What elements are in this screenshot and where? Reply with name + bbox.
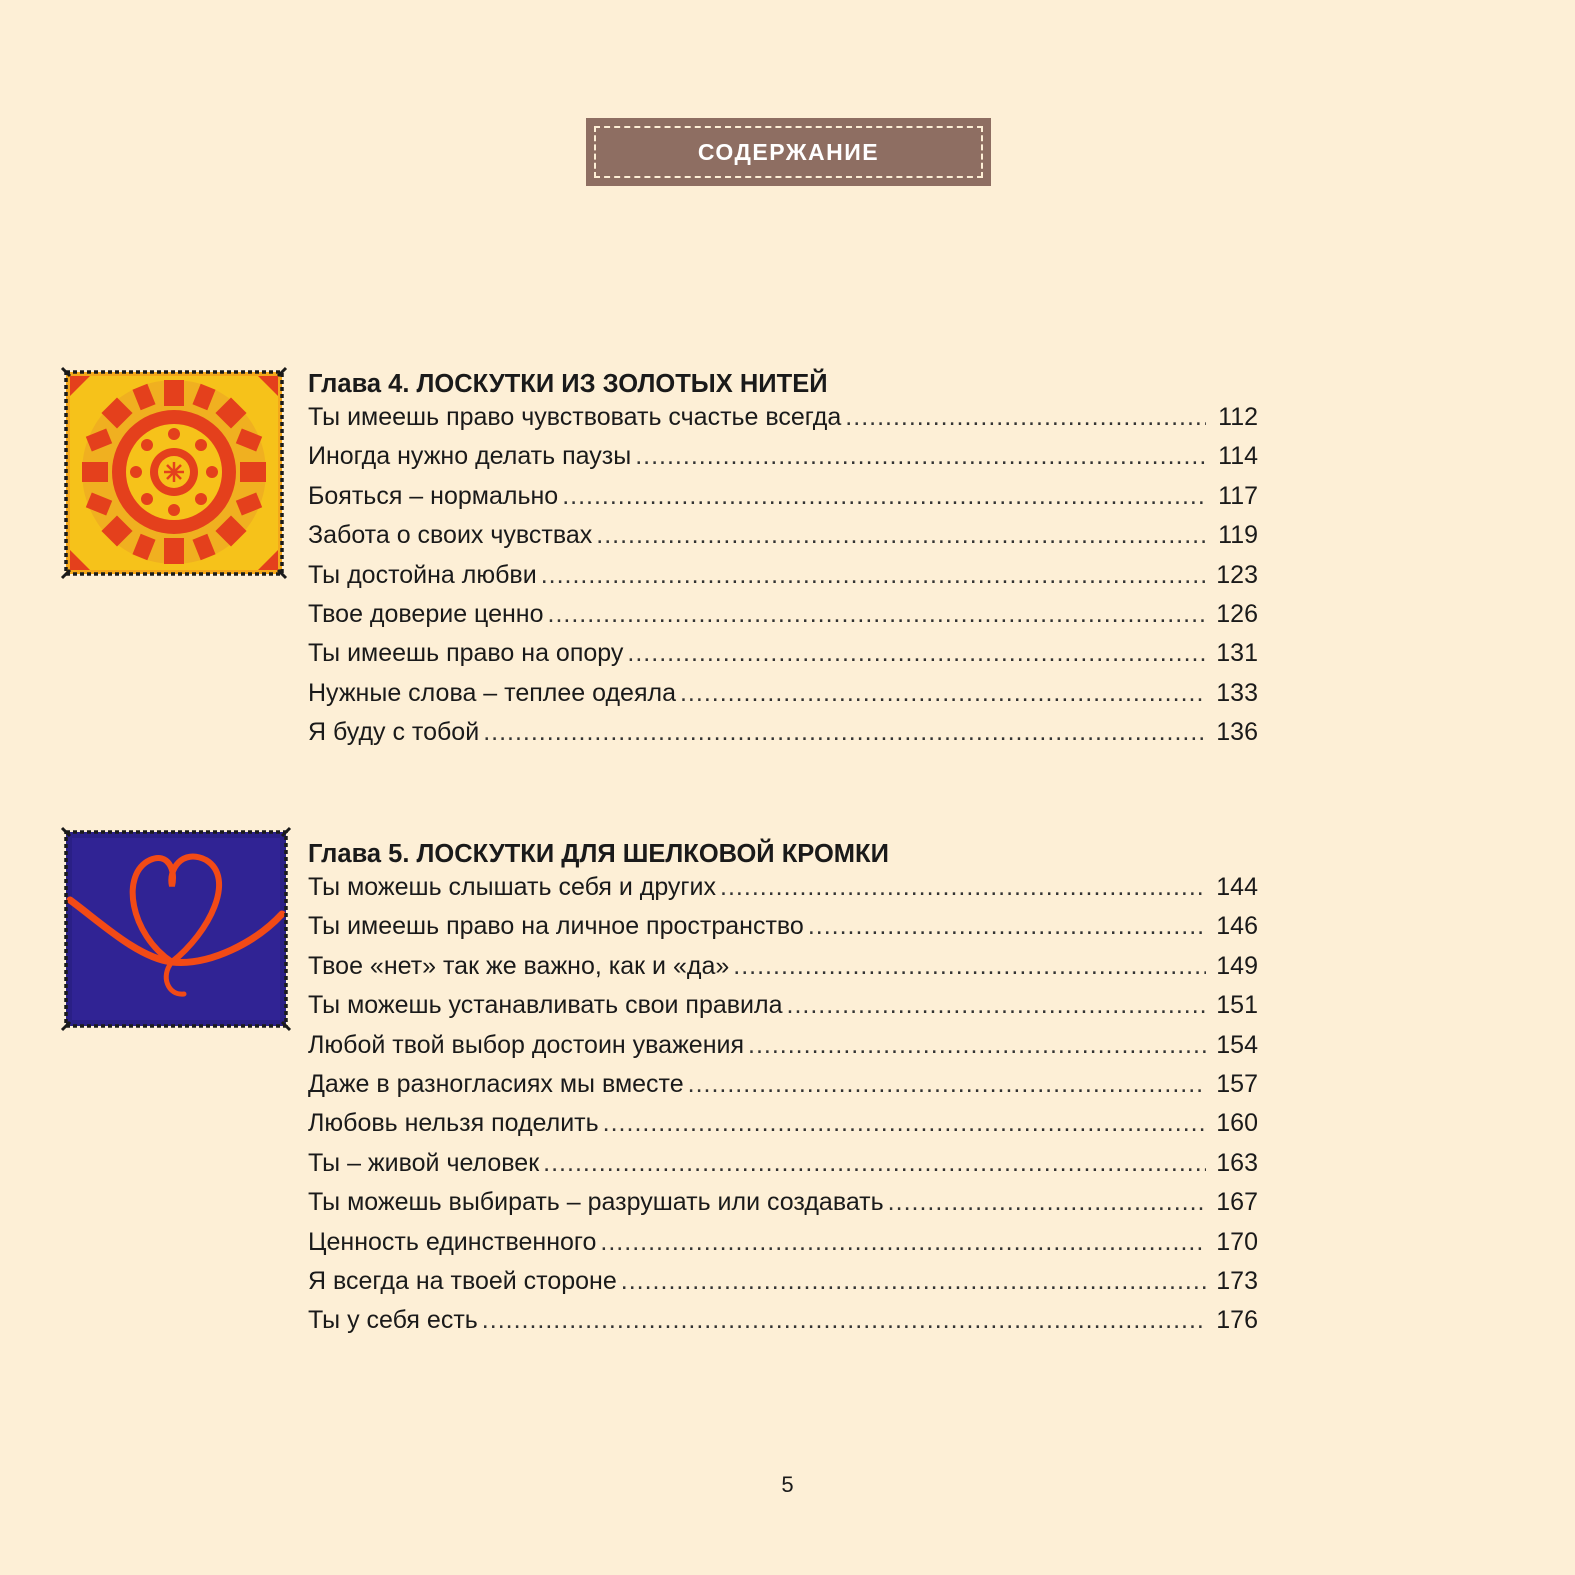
toc-entry-title: Ты можешь устанавливать свои правила [308, 991, 783, 1020]
toc-entry[interactable] [308, 679, 1258, 718]
toc-entry-page: 163 [1216, 1148, 1258, 1177]
toc-entry[interactable] [308, 442, 1258, 481]
toc-entry[interactable] [308, 991, 1258, 1030]
toc-entry-title: Ты у себя есть [308, 1306, 478, 1335]
toc-entry[interactable] [308, 1109, 1258, 1148]
dot-leader [635, 442, 1206, 471]
toc-entry-title: Любовь нельзя поделить [308, 1109, 599, 1138]
toc-entry-page: 131 [1216, 639, 1258, 668]
dot-leader [543, 1149, 1206, 1178]
toc-entry[interactable] [308, 912, 1258, 951]
dot-leader [600, 1228, 1206, 1257]
dot-leader [548, 600, 1207, 629]
toc-entry[interactable] [308, 600, 1258, 639]
toc-entry[interactable] [308, 561, 1258, 600]
dot-leader [621, 1267, 1206, 1296]
page-number: 5 [781, 1472, 794, 1497]
toc-entry-title: Я всегда на твоей стороне [308, 1266, 617, 1295]
dot-leader [627, 639, 1206, 668]
toc-entry-title: Бояться – нормально [308, 481, 559, 510]
toc-entry[interactable] [308, 952, 1258, 991]
dot-leader [562, 482, 1206, 511]
toc-entry-title: Твое «нет» так же важно, как и «да» [308, 951, 730, 980]
dot-leader [483, 718, 1206, 747]
toc-entry-title: Ты можешь выбирать – разрушать или создавать [308, 1188, 884, 1217]
toc-entry-title: Иногда нужно делать паузы [308, 442, 632, 471]
contents-header [586, 118, 991, 186]
toc-entry[interactable] [308, 1149, 1258, 1188]
toc-entry[interactable] [308, 1188, 1258, 1227]
toc-entry[interactable] [308, 482, 1258, 521]
toc-entry-page: 157 [1216, 1069, 1258, 1098]
dot-leader [603, 1109, 1206, 1138]
toc-entry-page: 126 [1216, 599, 1258, 628]
toc-entry-page: 173 [1216, 1266, 1258, 1295]
toc-entry-page: 167 [1216, 1188, 1258, 1217]
dot-leader [482, 1306, 1206, 1335]
dot-leader [720, 873, 1206, 902]
toc-entry-page: 114 [1218, 442, 1258, 471]
toc-entry-title: Ты достойна любви [308, 560, 537, 589]
dot-leader [888, 1188, 1206, 1217]
toc-entry-page: 151 [1216, 991, 1258, 1020]
toc-entry-page: 146 [1216, 912, 1258, 941]
contents-header-label: СОДЕРЖАНИЕ [697, 138, 880, 165]
toc-entry[interactable] [308, 1306, 1258, 1345]
dot-leader [688, 1070, 1206, 1099]
chapter-4-title: Глава 4. ЛОСКУТКИ ИЗ ЗОЛОТЫХ НИТЕЙ [308, 370, 828, 398]
toc-entry[interactable] [308, 873, 1258, 912]
toc-entry-title: Нужные слова – теплее одеяла [308, 678, 676, 707]
toc-entry-title: Ты имеешь право чувствовать счастье всегда [308, 403, 842, 431]
toc-entry-page: 144 [1216, 873, 1258, 901]
dot-leader [787, 991, 1207, 1020]
toc-entry-page: 123 [1216, 560, 1258, 589]
toc-entry-title: Ты – живой человек [308, 1148, 540, 1177]
toc-entry-title: Я буду с тобой [308, 718, 480, 747]
dot-leader [808, 912, 1206, 941]
dot-leader [733, 952, 1206, 981]
dot-leader [596, 521, 1206, 550]
toc-entry-title: Ты имеешь право на опору [308, 639, 624, 668]
dot-leader [845, 403, 1206, 432]
toc-entry-page: 119 [1218, 521, 1258, 550]
heart-ribbon-patch-icon [60, 826, 292, 1032]
toc-entry-page: 154 [1216, 1030, 1258, 1059]
toc-entry-title: Твое доверие ценно [308, 599, 544, 628]
toc-entry-page: 117 [1218, 481, 1258, 510]
dot-leader [541, 561, 1206, 590]
toc-entry-title: Ценность единственного [308, 1227, 597, 1256]
toc-entry-page: 160 [1216, 1109, 1258, 1138]
dot-leader [748, 1031, 1206, 1060]
toc-entry-title: Ты можешь слышать себя и других [308, 873, 717, 901]
toc-entry[interactable] [308, 1228, 1258, 1267]
toc-entry-page: 136 [1216, 718, 1258, 747]
toc-entry[interactable] [308, 403, 1258, 442]
toc-entry[interactable] [308, 1031, 1258, 1070]
toc-entry-title: Ты имеешь право на личное пространство [308, 912, 804, 941]
toc-entry[interactable] [308, 639, 1258, 678]
dot-leader [680, 679, 1206, 708]
toc-entry-page: 133 [1216, 678, 1258, 707]
toc-entry[interactable] [308, 1070, 1258, 1109]
toc-entry-page: 112 [1218, 403, 1258, 431]
toc-entry[interactable] [308, 521, 1258, 560]
toc-entry[interactable] [308, 1267, 1258, 1306]
golden-sun-patch-icon [60, 366, 290, 582]
toc-entry-title: Забота о своих чувствах [308, 521, 593, 550]
toc-entry-page: 149 [1216, 951, 1258, 980]
chapter-4-entries [308, 403, 1258, 758]
toc-entry[interactable] [308, 718, 1258, 757]
toc-entry-title: Даже в разногласиях мы вместе [308, 1069, 684, 1098]
chapter-5-entries [308, 873, 1258, 1346]
toc-entry-page: 170 [1216, 1227, 1258, 1256]
toc-entry-page: 176 [1216, 1306, 1258, 1335]
toc-entry-title: Любой твой выбор достоин уважения [308, 1030, 744, 1059]
chapter-5-title: Глава 5. ЛОСКУТКИ ДЛЯ ШЕЛКОВОЙ КРОМКИ [308, 840, 889, 868]
